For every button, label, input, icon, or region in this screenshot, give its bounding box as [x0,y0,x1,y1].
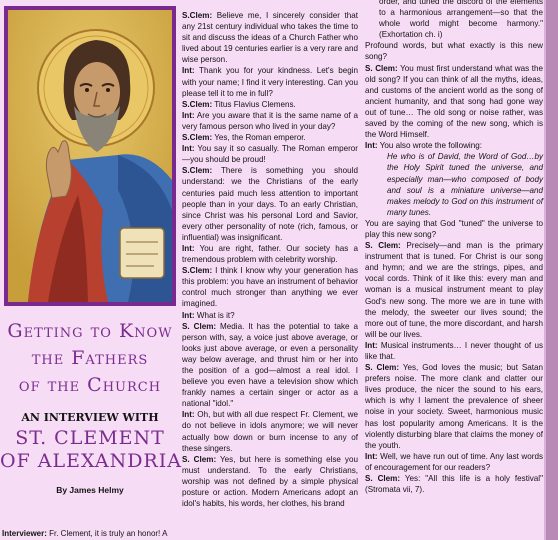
dialogue-paragraph [182,321,358,410]
dialogue-paragraph [365,63,543,141]
dialogue-text: Oh, but with all due respect Fr. Clement, we do not believe in idols anymore; we will never actually bow down or burn incense to any of these singers. [182,410,358,453]
article-title-line: of the Church [18,374,162,396]
speaker-label: S.Clem: [182,166,213,176]
dialogue-paragraph [182,454,358,509]
dialogue-paragraph [182,132,358,143]
dialogue-paragraph [182,10,358,65]
speaker-label: Int: [365,141,378,151]
quotation-continuation: order, and tuned the discord of the elements to a harmonious arrangement—so that the whole world might become harmony." (Exhortation ch. i) [379,0,543,40]
speaker-label: S. Clem: [365,241,401,251]
dialogue-text: Precisely—and man is the primary instrument that is tuned. For Christ is our song and hymn; and we are the strings, pipes, and vocal cords. Think of it like this: every man and woman is a musical instrument meant to play God's new song. The more we are in tune with the melody, the sweeter our lives sound; the more out of tune, the more discordant, and harsh will be our lives. [365,241,544,339]
saint-icon-illustration [8,10,172,302]
dialogue-paragraph [182,310,358,321]
speaker-label: Int: [182,243,195,253]
speaker-label: Int: [182,66,195,76]
dialogue-text: Yes, the Roman emperor. [212,133,306,143]
speaker-label: S. Clem: [365,363,400,373]
article-title-line: Getting to Know [7,320,173,342]
speaker-label: S.Clem: [182,99,213,109]
dialogue-text: Well, we have run out of time. Any last words of encouragement for our readers? [365,451,543,472]
dialogue-text: I think I know why your generation has this problem: you have an instrument of behavior control much stronger than anything we ever imagined. [182,266,358,309]
dialogue-text: You are right, father. Our society has a tremendous problem with celebrity worship. [182,243,358,265]
dialogue-paragraph [365,340,543,362]
dialogue-text: Titus Flavius Clemens. [212,99,296,109]
dialogue-paragraph [182,265,358,309]
dialogue-text: Thank you for your kindness. Let's begin with your name; I find it very interesting. Can you please tell it to me in full? [182,66,358,98]
article-title-line: the Fathers [31,347,149,369]
page-edge [544,0,558,540]
dialogue-text: Yes: "All this life is a holy festival" (Stromata vii, 7). [365,474,543,495]
speaker-label: S.Clem: [182,133,213,143]
dialogue-text: There is something you should understand: we the Christians of the early centuries paid much less attention to important people than in your days. To an early Christian, since Christ was his personal Lord and Savior, every other personality of note (rich, famous, or influential) was insignificant. [182,166,358,242]
speaker-label: S.Clem: [182,266,213,276]
saint-name: ST. CLEMENT [15,427,165,449]
block-quote: He who is of David, the Word of God…by the Holy Spirit tuned the universe, and especially man—who composed of body and soul is a miniature universe—and makes melody to God on this instrument of many tunes. [387,152,543,217]
byline: By James Helmy [56,485,124,495]
interview-lead [2,528,182,539]
speaker-label: Int: [182,410,195,420]
dialogue-paragraph [365,140,543,151]
dialogue-text: Believe me, I sincerely consider that any 21st century individual who takes the time to sit and discuss the ideas of a Church Father who lived about 19 centuries earlier is a very rare and wise person. [182,11,358,65]
speaker-label: Int: [182,310,195,320]
dialogue-text: Are you aware that it is the same name of a very famous person who lived in your day? [182,110,358,131]
dialogue-paragraph [365,362,543,451]
dialogue-text: Yes, God loves the music; but Satan prefers noise. The more clank and clatter our lives produce, the nicer the sound to his ears, which is why I lament the prevalence of sheer noise in your society. Sweet, harmonious music has lost popularity among Americans. It is the violently disturbing blare that claims the money of the youth. [365,363,544,450]
page-edge-highlight [544,0,546,540]
dialogue-paragraph [182,143,358,165]
speaker-label: S.Clem: [182,11,213,20]
speaker-label: S. Clem: [182,321,217,331]
dialogue-paragraph [365,240,543,340]
dialogue-paragraph [182,99,358,110]
dialogue-paragraph [365,218,543,240]
dialogue-text: You say it so casually. The Roman emperor—you should be proud! [182,144,358,165]
dialogue-text: Musical instruments… I never thought of us like that. [365,340,543,361]
text-column-2 [365,0,543,495]
speaker-label: S. Clem: [182,454,217,464]
dialogue-text: Fr. Clement, it is truly an honor! A [46,529,168,538]
dialogue-text: You must first understand what was the old song? If you can think of all the myths, ideas, and customs of the ancient world as the song of ancient humanity, and that song had gone way out of tune… The old song or noise rather, was saved by the coming of the new song, which is the Word Himself. [365,63,543,140]
dialogue-paragraph [182,165,358,243]
dialogue-text: What is it? [194,310,235,320]
dialogue-paragraph [365,451,543,473]
speaker-label: S. Clem: [365,63,398,73]
dialogue-text: Media. It has the potential to take a person with, say, a voice just above average, or looks just above average, or even a personality way below average, and thrust him or her into the position of a god—almost a real idol. I believe you even have a television show which frankly names a certain singer or actor as a national "idol." [182,321,358,409]
dialogue-paragraph [182,110,358,132]
speaker-label: S. Clem: [365,474,401,484]
speaker-label: Int: [365,340,378,350]
text-column-1 [182,10,358,509]
dialogue-text: Yes, but here is something else you must understand. To the early Christians, worship was not defined by a simple physical posture or action. Modern Americans adopt an idol's habits, his words, her clothes, his brand [182,454,358,509]
dialogue-paragraph [182,409,358,453]
dialogue-text: You are saying that God "tuned" the universe to play this new song? [365,218,543,239]
article-subtitle: AN INTERVIEW WITH [21,411,159,424]
icon-portrait-frame [4,6,176,306]
dialogue-paragraph [182,243,358,265]
dialogue-text: You also wrote the following: [377,141,482,151]
dialogue-paragraph [182,65,358,98]
speaker-label: Int: [182,110,195,120]
dialogue-paragraph [365,40,543,62]
saint-name: OF ALEXANDRIA [0,450,182,472]
dialogue-paragraph [365,473,543,495]
dialogue-text: Profound words, but what exactly is this new song? [365,41,543,62]
speaker-label: Int: [182,144,195,154]
speaker-label: Interviewer: [2,529,47,538]
speaker-label: Int: [365,451,378,461]
article-title-block [0,318,180,495]
